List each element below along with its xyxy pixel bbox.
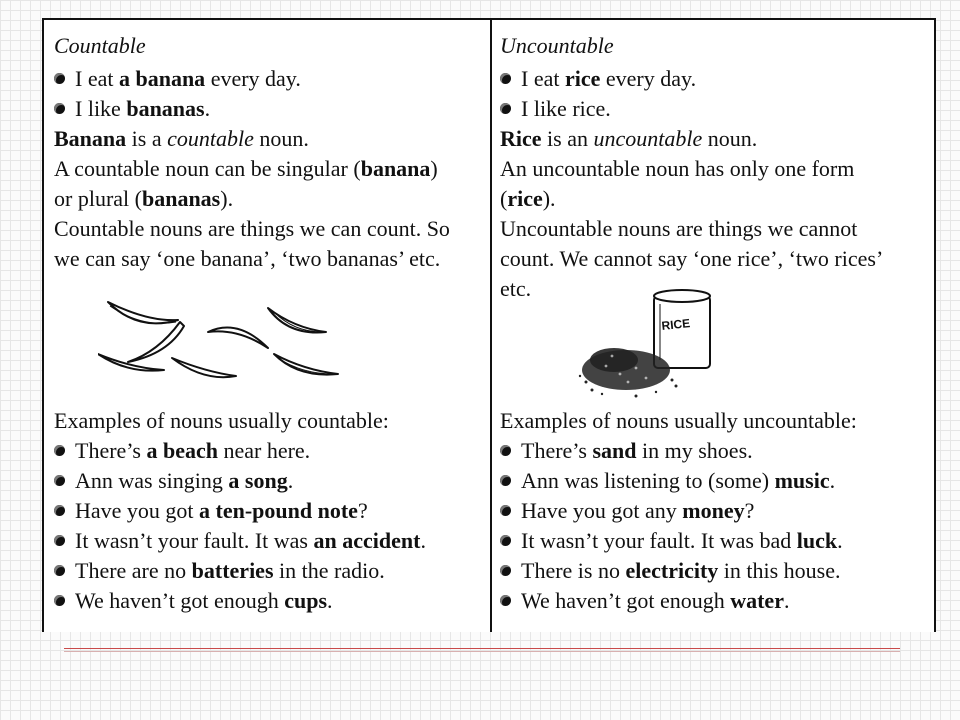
countable-example-item: Ann was singing a song.: [54, 466, 293, 496]
uncountable-heading: Uncountable: [500, 33, 614, 58]
bullet-icon: [500, 565, 511, 576]
countable-examples-title: Examples of nouns usually countable:: [54, 408, 389, 433]
uncountable-example-item: There’s sand in my shoes.: [500, 436, 753, 466]
bullet-icon: [54, 103, 65, 114]
bullet-icon: [54, 595, 65, 606]
bullet-icon: [500, 103, 511, 114]
uncountable-examples-title: Examples of nouns usually uncountable:: [500, 408, 857, 433]
countable-example-item: There’s a beach near here.: [54, 436, 310, 466]
uncountable-example-item: There is no electricity in this house.: [500, 556, 841, 586]
bullet-icon: [54, 73, 65, 84]
bullet-icon: [500, 535, 511, 546]
countable-explanation: Countable nouns are things we can count. So we can say ‘one banana’, ‘two bananas’ etc.: [54, 216, 450, 271]
bullet-icon: [54, 475, 65, 486]
rice-label: RICE: [660, 316, 691, 333]
bullet-icon: [500, 505, 511, 516]
uncountable-definition: Rice is an uncountable noun.: [500, 126, 758, 151]
bullet-icon: [500, 445, 511, 456]
countable-definition: Banana is a countable noun.: [54, 126, 309, 151]
countable-example-item: We haven’t got enough cups.: [54, 586, 333, 616]
countable-example-item: There are no batteries in the radio.: [54, 556, 385, 586]
bullet-icon: [500, 595, 511, 606]
uncountable-example-item: It wasn’t your fault. It was bad luck.: [500, 526, 843, 556]
uncountable-example-item: We haven’t got enough water.: [500, 586, 789, 616]
uncountable-example-sentence-1: I eat rice every day.: [500, 64, 696, 94]
bullet-icon: [54, 565, 65, 576]
uncountable-explanation: Uncountable nouns are things we cannot count. We cannot say ‘one rice’, ‘two rices’ etc.: [500, 216, 884, 301]
bullet-icon: [54, 535, 65, 546]
countable-example-sentence-1: I eat a banana every day.: [54, 64, 301, 94]
uncountable-example-item: Ann was listening to (some) music.: [500, 466, 835, 496]
countable-forms-paragraph: A countable noun can be singular (banana) or plural (bananas).: [54, 156, 438, 211]
countable-example-item: It wasn’t your fault. It was an accident.: [54, 526, 426, 556]
uncountable-example-item: Have you got any money?: [500, 496, 754, 526]
column-divider: [490, 20, 492, 632]
countable-heading: Countable: [54, 33, 146, 58]
countable-example-item: Have you got a ten-pound note?: [54, 496, 368, 526]
countable-example-sentence-2: I like bananas.: [54, 94, 210, 124]
bananas-illustration: [98, 292, 358, 392]
slide-rule: [64, 648, 900, 649]
uncountable-forms-paragraph: An uncountable noun has only one form (rice).: [500, 156, 855, 211]
bullet-icon: [500, 475, 511, 486]
uncountable-example-sentence-2: I like rice.: [500, 94, 611, 124]
bullet-icon: [500, 73, 511, 84]
bullet-icon: [54, 505, 65, 516]
grammar-card: [42, 18, 936, 632]
rice-jar-illustration: [576, 282, 726, 402]
bullet-icon: [54, 445, 65, 456]
slide-rule-shadow: [64, 651, 900, 652]
